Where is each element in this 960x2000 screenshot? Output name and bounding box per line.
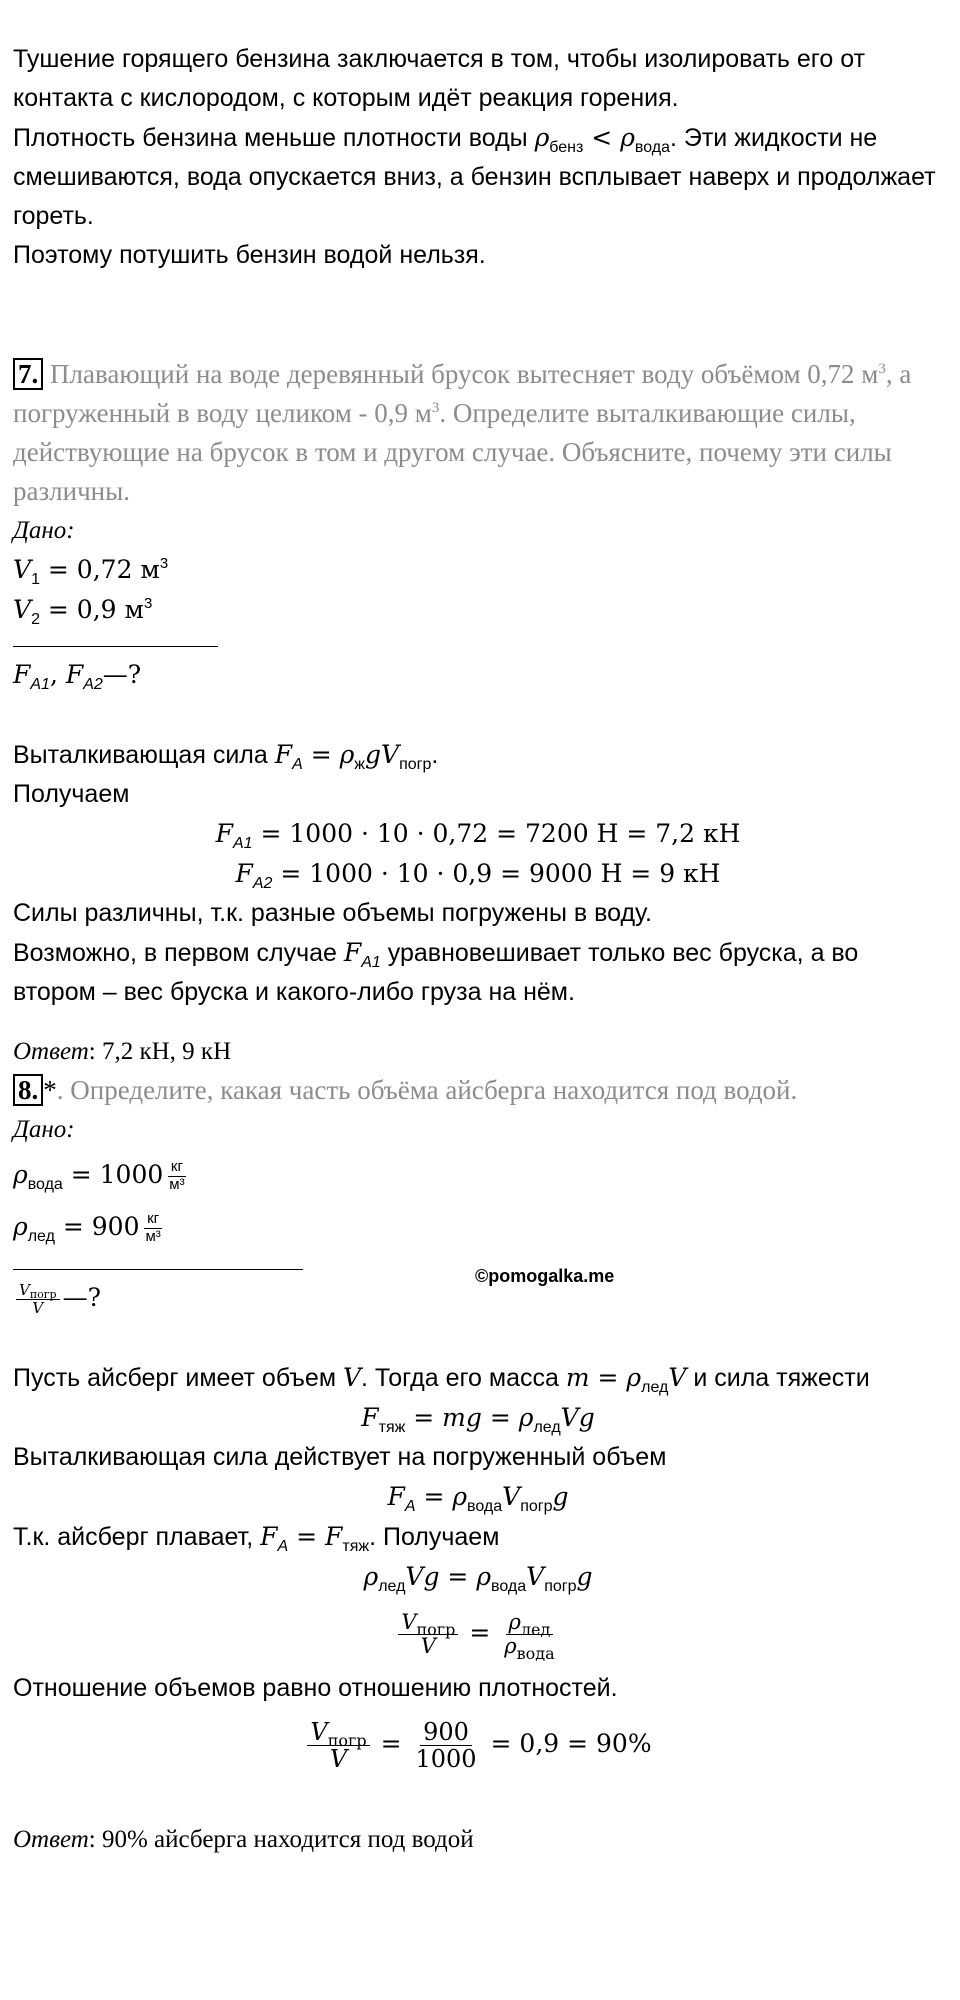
- problem-7-given-v2: $V_2 = 0,9$ $м^3$: [13, 595, 153, 628]
- problem-8-statement: 8. *. Определите, какая часть объёма айсберга находится под водой.: [13, 1071, 943, 1110]
- given-divider: [13, 646, 218, 647]
- unit-kg-per-m3: $\frac{кг}{\text{м³}}$: [169, 1158, 185, 1193]
- problem-7-equation-2: $F_{A2} = 1000 \cdot 10 \cdot 0,9 = 9000$ Н = 9 кН: [235, 859, 721, 892]
- problem-8-answer: Ответ: 90% айсберга находится под водой: [13, 1826, 474, 1853]
- problem-7-find: $F_{A1}$, $F_{A2}—$?: [13, 660, 142, 693]
- problem-7-given-v1: $V_1 = 0,72$ $м^3$: [13, 555, 169, 588]
- volume-fraction: $\frac{V_{погр}}{V}$: [307, 1719, 369, 1773]
- problem-7-get-label: Получаем: [13, 780, 130, 808]
- problem-7-given-label: Дано:: [13, 517, 75, 544]
- find-fraction: $\frac{V_{погр}}{V}$: [16, 1282, 60, 1316]
- number-fraction: $\frac{900}{1000}$: [415, 1717, 477, 1773]
- problem-8-gravity-equation: $F_{тяж}$ = mg = $\rho_{лед}Vg$: [361, 1403, 595, 1436]
- intro-line-1: Тушение горящего бензина заключается в том, чтобы изолировать его от контакта с кислородом, с которым идёт реакция горения.: [13, 45, 866, 112]
- problem-8-number: 8.: [13, 1074, 43, 1106]
- problem-8-let: Пусть айсберг имеет объем V. Тогда его масса $m = \rho_{лед}V$ и сила тяжести: [13, 1363, 870, 1396]
- unit-kg-per-m3: $\frac{кг}{\text{м³}}$: [145, 1210, 161, 1245]
- problem-8-given-rho-water: $\rho_{вода} = 1000$ $\frac{кг}{\text{м³}}$: [13, 1149, 943, 1201]
- problem-7-explanation: Возможно, в первом случае $F_{A1}$ уравновешивает только вес бруска, а во втором – вес бруска и какого-либо груза на нём.: [13, 938, 859, 1006]
- problem-8-floats: Т.к. айсберг плавает, $F_A = F_{тяж}$. Получаем: [13, 1522, 500, 1555]
- problem-7-difference: Силы различны, т.к. разные объемы погружены в воду.: [13, 899, 652, 927]
- volume-fraction: $\frac{V_{погр}}{V}$: [398, 1611, 458, 1658]
- problem-8-balance-equation: $\rho_{лед}Vg = \rho_{вода}V_{погр}g$: [363, 1562, 593, 1595]
- problem-8-ratio-text: Отношение объемов равно отношению плотностей.: [13, 1674, 618, 1702]
- problem-7-equation-1: $F_{A1} = 1000 \cdot 10 \cdot 0,72 = 7200$ Н = 7,2 кН: [215, 819, 741, 852]
- problem-7-answer: Ответ: 7,2 кН, 9 кН: [13, 1038, 232, 1065]
- intro-line-3: Поэтому потушить бензин водой нельзя.: [13, 241, 486, 269]
- document-page: [13, 40, 943, 1859]
- intro-line-2: Плотность бензина меньше плотности воды $\rho_{бенз} < \rho_{вода}$. Эти жидкости не смешиваются, вода опускается вниз, а бензин всплывает наверх и продолжает гореть.: [13, 123, 936, 230]
- watermark: ©pomogalka.me: [475, 1266, 615, 1286]
- given-divider: [13, 1269, 303, 1270]
- problem-8-buoyancy-text: Выталкивающая сила действует на погруженный объем: [13, 1443, 667, 1471]
- problem-8-find: $\frac{V_{погр}}{V}$ —?: [13, 1278, 943, 1318]
- problem-8-given-label: Дано:: [13, 1116, 75, 1143]
- density-fraction: $\frac{\rho_{лед}}{\rho_{вода}}$: [504, 1609, 555, 1663]
- problem-8-given-rho-ice: $\rho_{лед} = 900$ $\frac{кг}{\text{м³}}$: [13, 1201, 943, 1253]
- problem-7-statement: 7. Плавающий на воде деревянный брусок вытесняет воду объёмом 0,72 $м^3$, а погруженный в воду целиком - 0,9 $м^3$. Определите выталкивающие силы, действующие на брусок в том и другом случае. Объясните, почему эти силы различны.: [13, 359, 912, 506]
- problem-7-force-formula: Выталкивающая сила $F_A = \rho_жgV_{погр}$.: [13, 740, 439, 773]
- problem-8-ratio-equation: $\frac{V_{погр}}{V}$ = $\frac{\rho_{лед}}{\rho_{вода}}$: [13, 1597, 943, 1669]
- problem-8-result-equation: $\frac{V_{погр}}{V}$ = $\frac{900}{1000}$ = 0,9 = 90%: [13, 1708, 943, 1780]
- problem-7-number: 7.: [13, 358, 43, 390]
- problem-8-buoyancy-equation: $F_A = \rho_{вода}V_{погр}g$: [387, 1482, 569, 1515]
